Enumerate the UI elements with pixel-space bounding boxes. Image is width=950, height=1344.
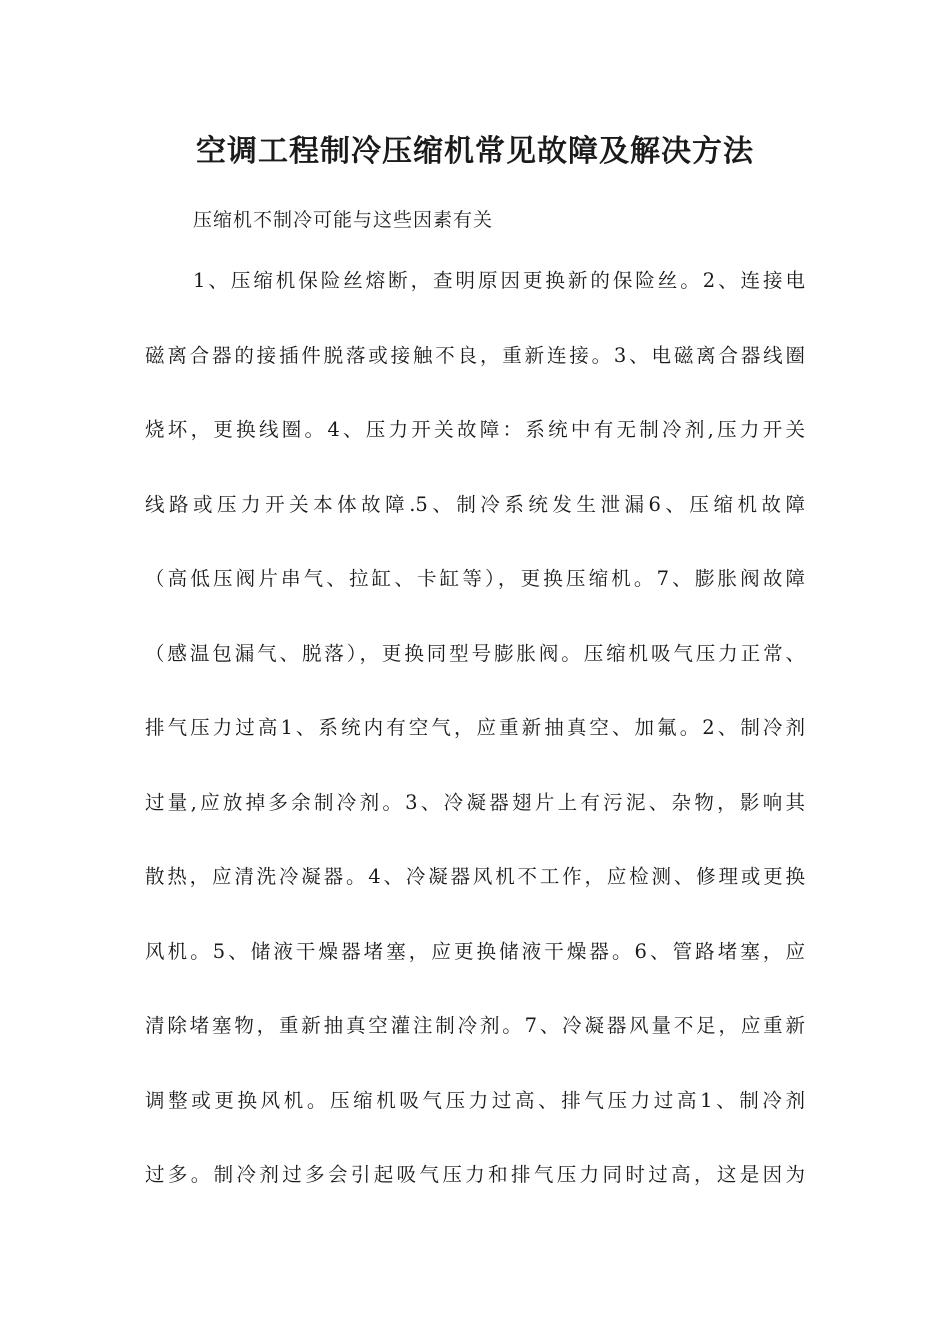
- body-line: 排气压力过高1、系统内有空气，应重新抽真空、加氟。2、制冷剂: [145, 716, 805, 739]
- body-line: 调整或更换风机。压缩机吸气压力过高、排气压力过高1、制冷剂: [145, 1088, 805, 1112]
- body-line: 清除堵塞物，重新抽真空灌注制冷剂。7、冷凝器风量不足，应重新: [145, 1014, 805, 1037]
- body-line: 线路或压力开关本体故障.5、制冷系统发生泄漏6、压缩机故障: [145, 492, 805, 516]
- body-line: 过量,应放掉多余制冷剂。3、冷凝器翅片上有污泥、杂物，影响其: [145, 790, 805, 814]
- body-line: （感温包漏气、脱落），更换同型号膨胀阀。压缩机吸气压力正常、: [145, 641, 805, 665]
- body-line: 过多。制冷剂过多会引起吸气压力和排气压力同时过高，这是因为: [145, 1163, 805, 1186]
- body-line: 1、压缩机保险丝熔断，查明原因更换新的保险丝。2、连接电: [193, 269, 805, 292]
- body-line: （高低压阀片串气、拉缸、卡缸等），更换压缩机。7、膨胀阀故障: [145, 567, 805, 590]
- document-title: 空调工程制冷压缩机常见故障及解决方法: [196, 134, 754, 169]
- body-line: 磁离合器的接插件脱落或接触不良，重新连接。3、电磁离合器线圈: [145, 343, 805, 367]
- body-line: 烧坏，更换线圈。4、压力开关故障：系统中有无制冷剂,压力开关: [145, 418, 805, 441]
- body-line: 风机。5、储液干燥器堵塞，应更换储液干燥器。6、管路堵塞，应: [145, 939, 805, 963]
- body-line: 散热，应清洗冷凝器。4、冷凝器风机不工作，应检测、修理或更换: [145, 865, 805, 888]
- body-paragraph: [145, 266, 825, 1235]
- section-subtitle: 压缩机不制冷可能与这些因素有关: [193, 209, 494, 231]
